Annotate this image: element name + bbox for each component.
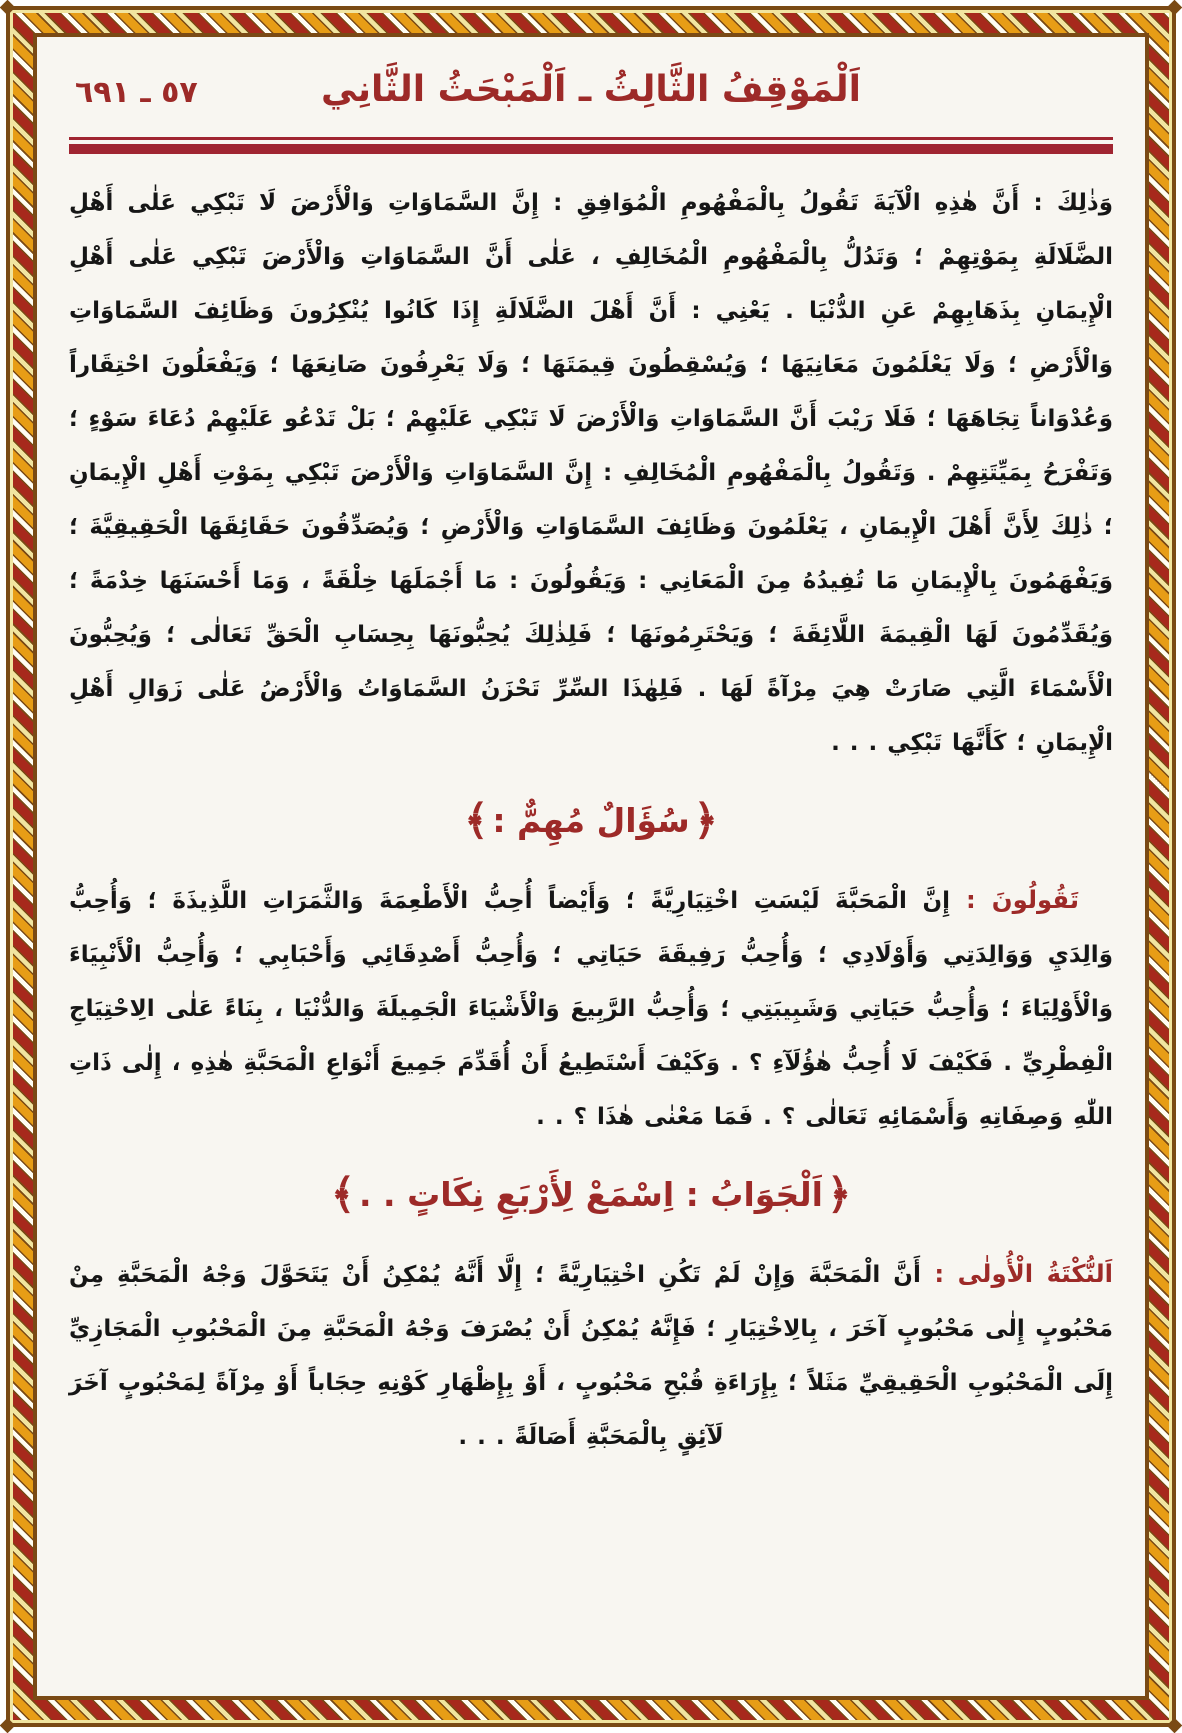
page-title: اَلْمَوْقِفُ الثَّالِثُ ـ اَلْمَبْحَثُ الثَّانِي [321,69,861,110]
paragraph-question [69,873,1113,1144]
section-heading-answer-text: اَلْجَوَابُ : اِسْمَعْ لِأَرْبَعِ نِكَاتٍ . . [359,1175,823,1214]
ornate-bracket-left-icon: ﴾ [464,796,489,844]
paragraph-first-point-text: أَنَّ الْمَحَبَّةَ وَإِنْ لَمْ تَكُنِ اخْتِيَارِيَّةً ؛ إِلَّا أَنَّهُ يُمْكِنُ أَنْ يَتَحَوَّلَ وَجْهُ الْمَحَبَّةِ مِنْ مَحْبُوبٍ إِلٰى مَحْبُوبٍ آخَرَ ، بِالِاخْتِيَارِ ؛ فَإِنَّهُ يُمْكِنُ أَنْ يُصْرَفَ وَجْهُ الْمَحَبَّةِ مِنَ الْمَحْبُوبِ الْمَجَازِيِّ إِلَى الْمَحْبُوبِ الْحَقِيقِيِّ مَثَلاً ؛ بِإِرَاءَةِ قُبْحِ مَحْبُوبٍ ، أَوْ بِإِظْهَارِ كَوْنِهِ حِجَاباً أَوْ مِرْآةً لِمَحْبُوبٍ آخَرَ لَآئِقٍ بِالْمَحَبَّةِ أَصَالَةً . . . [69,1262,1113,1450]
header-rule [69,137,1113,154]
section-heading-question [69,790,1113,851]
page-content [37,37,1145,1696]
page-number: ٥٧ ـ ٦٩١ [75,75,198,110]
page-header [69,63,1113,127]
ornate-bracket-right-icon: ﴿ [826,1170,852,1218]
ornate-bracket-left-icon: ﴾ [330,1170,356,1218]
section-heading-answer [69,1164,1113,1225]
paragraph-question-lead: تَقُولُونَ : [949,885,1079,914]
page [33,33,1149,1700]
paragraph-commentary: وَذٰلِكَ : أَنَّ هٰذِهِ الْآيَةَ تَقُولُ بِالْمَفْهُومِ الْمُوَافِقِ : إِنَّ السَّمَاوَاتِ وَالْأَرْضَ لَا تَبْكِي عَلٰى أَهْلِ الضَّلَالَةِ بِمَوْتِهِمْ ؛ وَتَدُلُّ بِالْمَفْهُومِ الْمُخَالِفِ ، عَلٰى أَنَّ السَّمَاوَاتِ وَالْأَرْضَ تَبْكِي عَلٰى أَهْلِ الْإِيمَانِ بِذَهَابِهِمْ عَنِ الدُّنْيَا . يَعْنِي : أَنَّ أَهْلَ الضَّلَالَةِ إِذَا كَانُوا يُنْكِرُونَ وَظَائِفَ السَّمَاوَاتِ وَالْأَرْضِ ؛ وَلَا يَعْلَمُونَ مَعَانِيَهَا ؛ وَيُسْقِطُونَ قِيمَتَهَا ؛ وَلَا يَعْرِفُونَ صَانِعَهَا ؛ وَيَفْعَلُونَ احْتِقَاراً وَعُدْوَاناً تِجَاهَهَا ؛ فَلَا رَيْبَ أَنَّ السَّمَاوَاتِ وَالْأَرْضَ لَا تَبْكِي عَلَيْهِمْ ؛ بَلْ تَدْعُو عَلَيْهِمْ دُعَاءَ سَوْءٍ ؛ وَتَفْرَحُ بِمَيِّتَتِهِمْ . وَتَقُولُ بِالْمَفْهُومِ الْمُخَالِفِ : إِنَّ السَّمَاوَاتِ وَالْأَرْضَ تَبْكِي بِمَوْتِ أَهْلِ الْإِيمَانِ ؛ ذٰلِكَ لِأَنَّ أَهْلَ الْإِيمَانِ ، يَعْلَمُونَ وَظَائِفَ السَّمَاوَاتِ وَالْأَرْضِ ؛ وَيُصَدِّقُونَ حَقَائِقَهَا الْحَقِيقِيَّةَ ؛ وَيَفْهَمُونَ بِالْإِيمَانِ مَا تُفِيدُهُ مِنَ الْمَعَانِي : وَيَقُولُونَ : مَا أَجْمَلَهَا خِلْقَةً ، وَمَا أَحْسَنَهَا خِدْمَةً ؛ وَيُقَدِّمُونَ لَهَا الْقِيمَةَ اللَّائِقَةَ ؛ وَيَحْتَرِمُونَهَا ؛ فَلِذٰلِكَ يُحِبُّونَهَا بِحِسَابِ الْحَقِّ تَعَالٰى ؛ وَيُحِبُّونَ الْأَسْمَاءَ الَّتِي صَارَتْ هِيَ مِرْآةً لَهَا . فَلِهٰذَا السِّرِّ تَحْزَنُ السَّمَاوَاتُ وَالْأَرْضُ عَلٰى زَوَالِ أَهْلِ الْإِيمَانِ ؛ كَأَنَّهَا تَبْكِي . . . [69,190,1113,756]
paragraph-first-point-lead: اَلنُّكْتَةُ الْأُولٰى : [920,1259,1113,1288]
ornate-bracket-right-icon: ﴿ [693,796,718,844]
header-rule-thin-line [69,137,1113,140]
header-rule-thick-line [69,144,1113,154]
paragraph-first-point [69,1247,1113,1464]
section-heading-question-text: سُؤَالٌ مُهِمٌّ : [492,801,690,840]
paragraph-question-text: إِنَّ الْمَحَبَّةَ لَيْسَتِ اخْتِيَارِيَّةً ؛ وَأَيْضاً أُحِبُّ الْأَطْعِمَةَ وَالثَّمَرَاتِ اللَّذِيذَةَ ؛ وَأُحِبُّ وَالِدَيِ وَوَالِدَتِي وَأَوْلَادِي ؛ وَأُحِبُّ رَفِيقَةَ حَيَاتِي ؛ وَأُحِبُّ أَصْدِقَائِي وَأَحْبَابِي ؛ وَأُحِبُّ الْأَنْبِيَاءَ وَالْأَوْلِيَاءَ ؛ وَأُحِبُّ حَيَاتِي وَشَبِيبَتِي ؛ وَأُحِبُّ الرَّبِيعَ وَالْأَشْيَاءَ الْجَمِيلَةَ وَالدُّنْيَا ، بِنَاءً عَلٰى الِاحْتِيَاجِ الْفِطْرِيِّ . فَكَيْفَ لَا أُحِبُّ هٰؤُلَآءِ ؟ . وَكَيْفَ أَسْتَطِيعُ أَنْ أُقَدِّمَ جَمِيعَ أَنْوَاعِ الْمَحَبَّةِ هٰذِهِ ، إِلٰى ذَاتِ اللّٰهِ وَصِفَاتِهِ وَأَسْمَائِهِ تَعَالٰى ؟ . فَمَا مَعْنٰى هٰذَا ؟ . . [69,888,1113,1130]
